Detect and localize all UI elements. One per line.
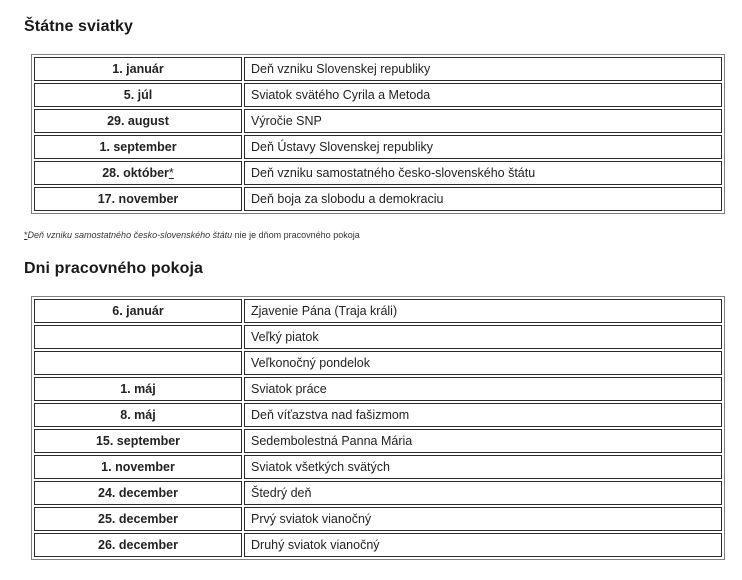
holiday-name: Veľký piatok xyxy=(244,325,722,349)
holiday-name: Zjavenie Pána (Traja králi) xyxy=(244,299,722,323)
holiday-name: Deň víťazstva nad fašizmom xyxy=(244,403,722,427)
holiday-name: Deň vzniku Slovenskej republiky xyxy=(244,57,722,81)
holiday-date: 25. december xyxy=(34,507,242,531)
holiday-name: Deň Ústavy Slovenskej republiky xyxy=(244,135,722,159)
rest-days-table xyxy=(31,296,725,560)
holiday-name: Deň vzniku samostatného česko-slovenského štátu xyxy=(244,161,722,185)
holiday-date: 28. október xyxy=(102,166,169,180)
holiday-name: Deň boja za slobodu a demokraciu xyxy=(244,187,722,211)
rest-days-heading: Dni pracovného pokoja xyxy=(24,260,204,277)
holiday-date: 29. august xyxy=(34,109,242,133)
holiday-date xyxy=(34,325,242,349)
holiday-date: 1. január xyxy=(34,57,242,81)
table-row xyxy=(34,83,722,107)
holiday-date: 8. máj xyxy=(34,403,242,427)
table-row xyxy=(34,455,722,479)
holiday-name: Sviatok všetkých svätých xyxy=(244,455,722,479)
holiday-date: 1. november xyxy=(34,455,242,479)
holiday-date: 26. december xyxy=(34,533,242,557)
table-row xyxy=(34,481,722,505)
holiday-name: Sedembolestná Panna Mária xyxy=(244,429,722,453)
table-row xyxy=(34,377,722,401)
table-row xyxy=(34,187,722,211)
table-row xyxy=(34,351,722,375)
state-holidays-table xyxy=(31,54,725,214)
table-row xyxy=(34,507,722,531)
holiday-name: Druhý sviatok vianočný xyxy=(244,533,722,557)
table-row xyxy=(34,429,722,453)
holiday-name: Prvý sviatok vianočný xyxy=(244,507,722,531)
table-row xyxy=(34,109,722,133)
table-row xyxy=(34,325,722,349)
holiday-name: Výročie SNP xyxy=(244,109,722,133)
holiday-name: Sviatok práce xyxy=(244,377,722,401)
holiday-name: Sviatok svätého Cyrila a Metoda xyxy=(244,83,722,107)
holiday-date: 6. január xyxy=(34,299,242,323)
footnote xyxy=(24,230,360,240)
table-row xyxy=(34,135,722,159)
holiday-date-cell xyxy=(34,161,242,185)
table-row xyxy=(34,299,722,323)
state-holidays-heading: Štátne sviatky xyxy=(24,18,134,35)
footnote-italic-text: Deň vzniku samostatného česko-slovenského štátu xyxy=(27,230,233,240)
table-row xyxy=(34,533,722,557)
footnote-link[interactable]: * xyxy=(168,166,174,180)
holiday-date xyxy=(34,351,242,375)
table-row xyxy=(34,57,722,81)
holiday-date: 24. december xyxy=(34,481,242,505)
holiday-name: Štedrý deň xyxy=(244,481,722,505)
holiday-date: 17. november xyxy=(34,187,242,211)
holiday-name: Veľkonočný pondelok xyxy=(244,351,722,375)
holiday-date: 1. september xyxy=(34,135,242,159)
holiday-date: 5. júl xyxy=(34,83,242,107)
table-row xyxy=(34,403,722,427)
holiday-date: 1. máj xyxy=(34,377,242,401)
table-row xyxy=(34,161,722,185)
footnote-text: nie je dňom pracovného pokoja xyxy=(232,230,360,240)
holiday-date: 15. september xyxy=(34,429,242,453)
footnote-marker-link[interactable]: * xyxy=(24,230,28,240)
